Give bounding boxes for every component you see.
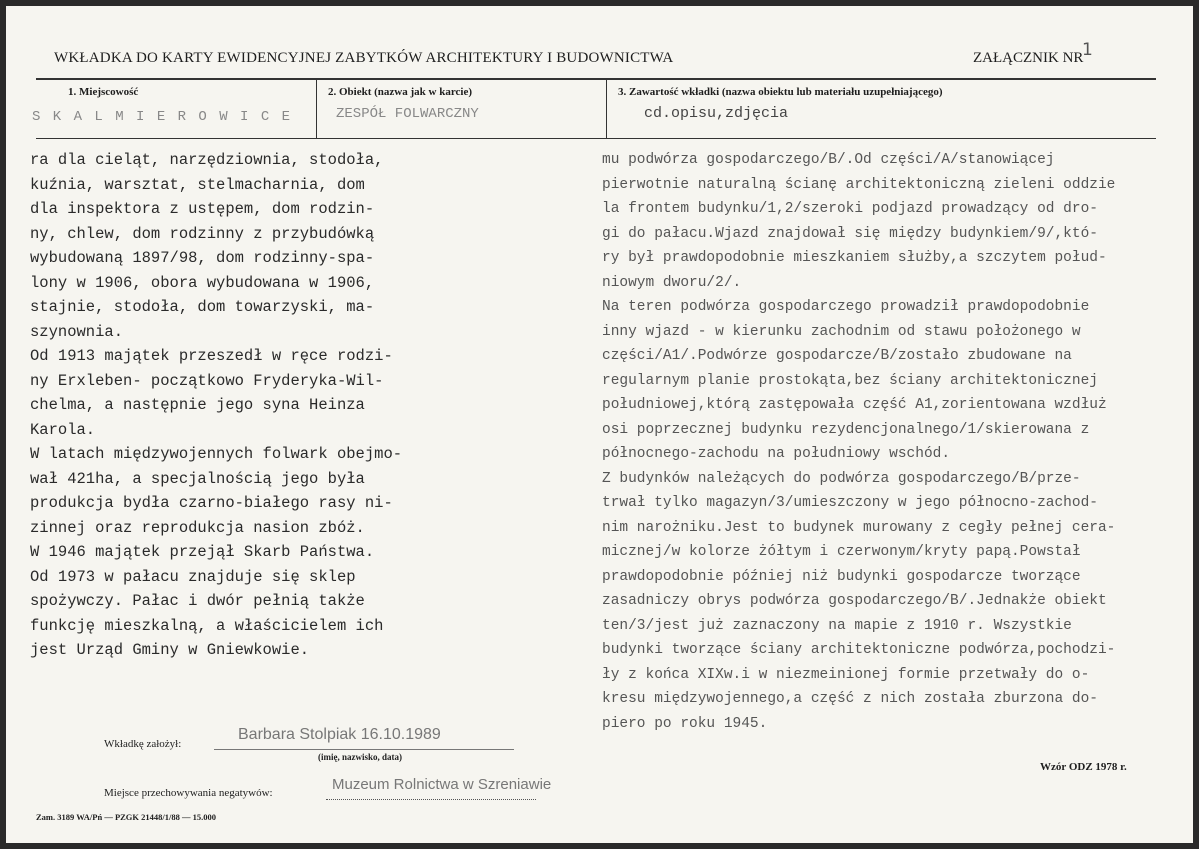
text-line: zinnej oraz reprodukcja nasion zbóż.: [30, 518, 365, 537]
text-line: ły z końca XIXw.i w niezmeinionej formie przetwały do o-: [602, 666, 1090, 683]
attachment-label: ZAŁĄCZNIK NR: [973, 50, 1084, 66]
form-version: Wzór ODZ 1978 r.: [1040, 761, 1127, 773]
text-line: części/A1/.Podwórze gospodarcze/B/zostało zbudowane na: [602, 348, 1072, 364]
text-line: prawdopodobnie później niż budynki gospodarcze tworzące: [602, 568, 1081, 585]
object-value: ZESPÓŁ FOLWARCZNY: [336, 106, 479, 122]
text-line: Od 1973 w pałacu znajduje się sklep: [30, 567, 356, 586]
negatives-line: [326, 799, 536, 800]
field-divider-1: [316, 80, 317, 138]
negatives-value: Muzeum Rolnictwa w Szreniawie: [332, 776, 552, 793]
text-line: ny Erxleben- początkowo Fryderyka-Wil-: [30, 371, 384, 390]
text-line: Z budynków należących do podwórza gospodarczego/B/prze-: [602, 470, 1081, 487]
text-line: dla inspektora z ustępem, dom rodzin-: [30, 200, 375, 218]
text-line: W latach międzywojennych folwark obejmo-: [30, 445, 403, 463]
text-line: mu podwórza gospodarczego/B/.Od części/A/stanowiącej: [602, 152, 1055, 168]
text-line: funkcję mieszkalną, a właścicielem ich: [30, 616, 384, 635]
locality-value: S K A L M I E R O W I C E: [32, 109, 293, 125]
text-line: lony w 1906, obora wybudowana w 1906,: [30, 273, 375, 292]
text-line: micznej/w kolorze żółtym i czerwonym/kryty papą.Powstał: [602, 544, 1081, 560]
print-info: Zam. 3189 WA/Pń — PZGK 21448/1/88 — 15.000: [36, 812, 217, 822]
text-line: budynki tworzące ściany architektoniczne podwórza,pochodzi-: [602, 642, 1116, 658]
text-line: chelma, a następnie jego syna Heinza: [30, 396, 365, 414]
text-line: Karola.: [30, 420, 96, 439]
form-title: WKŁADKA DO KARTY EWIDENCYJNEJ ZABYTKÓW ARCHITEKTURY I BUDOWNICTWA: [54, 50, 674, 66]
text-line: produkcja bydła czarno-białego rasy ni-: [30, 494, 393, 512]
text-line: ra dla cieląt, narzędziownia, stodoła,: [30, 151, 384, 169]
negatives-label: Miejsce przechowywania negatywów:: [104, 787, 273, 799]
created-by-hint: (imię, nazwisko, data): [318, 752, 402, 762]
text-line: gi do pałacu.Wjazd znajdował się między budynkiem/9/,któ-: [602, 225, 1098, 242]
content-label: 3. Zawartość wkładki (nazwa obiektu lub materiału uzupełniającego): [618, 86, 943, 98]
attachment-number: 1: [1082, 40, 1093, 60]
text-line: W 1946 majątek przejął Skarb Państwa.: [30, 543, 375, 561]
text-line: niowym dworu/2/.: [602, 274, 742, 291]
text-line: ny, chlew, dom rodzinny z przybudówką: [30, 224, 375, 243]
text-line: osi poprzecznej budynku rezydencjonalnego/1/skierowana z: [602, 421, 1090, 438]
text-line: piero po roku 1945.: [602, 715, 768, 732]
text-line: kuźnia, warsztat, stelmacharnia, dom: [30, 175, 365, 194]
text-line: zasadniczy obrys podwórza gospodarczego/B/.Jednakże obiekt: [602, 593, 1107, 609]
registry-card-insert: [6, 6, 1193, 843]
text-line: północnego-zachodu na południowy wschód.: [602, 446, 951, 462]
text-line: Na teren podwórza gospodarczego prowadził prawdopodobnie: [602, 299, 1090, 315]
created-by-label: Wkładkę założył:: [104, 738, 182, 750]
header-rule: [36, 78, 1156, 80]
text-line: wybudowaną 1897/98, dom rodzinny-spa-: [30, 249, 375, 267]
text-line: pierwotnie naturalną ścianę architektoniczną zieleni oddzie: [602, 176, 1116, 193]
text-line: ten/3/jest już zaznaczony na mapie z 1910 r. Wszystkie: [602, 617, 1072, 634]
right-text-column: [602, 148, 1115, 736]
created-by-line: [214, 749, 514, 750]
left-text-column: [30, 148, 402, 663]
locality-label: 1. Miejscowość: [68, 86, 139, 98]
text-line: wał 421ha, a specjalnością jego była: [30, 469, 365, 488]
content-value: cd.opisu,zdjęcia: [644, 105, 789, 122]
text-line: nim narożniku.Jest to budynek murowany z cegły pełnej cera-: [602, 519, 1116, 536]
text-line: regularnym planie prostokąta,bez ściany architektonicznej: [602, 372, 1098, 389]
text-line: kresu międzywojennego,a część z nich została zburzona do-: [602, 691, 1098, 707]
object-label: 2. Obiekt (nazwa jak w karcie): [328, 86, 473, 98]
text-line: inny wjazd - w kierunku zachodnim od stawu położonego w: [602, 323, 1081, 340]
text-line: szynownia.: [30, 322, 124, 341]
text-line: jest Urząd Gminy w Gniewkowie.: [30, 641, 310, 659]
text-line: trwał tylko magazyn/3/umieszczony w jego północno-zachod-: [602, 495, 1098, 511]
text-line: Od 1913 majątek przeszedł w ręce rodzi-: [30, 347, 393, 365]
created-by-value: Barbara Stolpiak 16.10.1989: [238, 726, 441, 743]
text-line: ry był prawdopodobnie mieszkaniem służby,a szczytem połud-: [602, 250, 1107, 266]
fields-bottom-rule: [36, 138, 1156, 139]
field-divider-2: [606, 80, 607, 138]
text-line: stajnie, stodoła, dom towarzyski, ma-: [30, 298, 375, 316]
text-line: la frontem budynku/1,2/szeroki podjazd prowadzący od dro-: [602, 201, 1098, 217]
text-line: południowej,którą zastępowała część A1,zorientowana wzdłuż: [602, 397, 1107, 413]
text-line: spożywczy. Pałac i dwór pełnią także: [30, 592, 365, 610]
